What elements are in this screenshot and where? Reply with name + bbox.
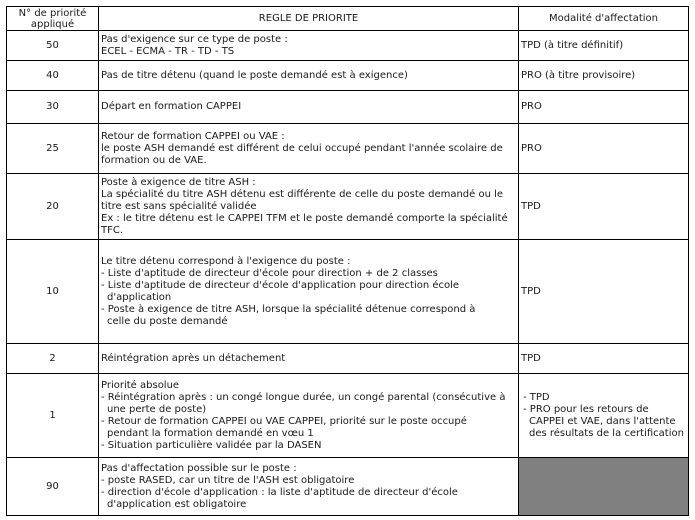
rule-cell xyxy=(99,240,519,344)
rule-cell xyxy=(99,124,519,174)
rule-line: formation ou de VAE. xyxy=(101,154,207,166)
rule-line: Ex : le titre détenu est le CAPPEI TFM et le poste demandé comporte la spécialité xyxy=(101,212,508,224)
rule-line: Pas d'affectation possible sur le poste : xyxy=(101,462,297,474)
rule-line: TFC. xyxy=(101,224,124,236)
rule-line: - Retour de formation CAPPEI ou VAE CAPPEI, priorité sur le poste occupé xyxy=(101,415,467,427)
rule-line: Départ en formation CAPPEI xyxy=(101,101,242,112)
priority-cell: 2 xyxy=(7,344,99,374)
rule-line: - Liste d'aptitude de directeur d'école d'application pour direction école xyxy=(101,279,460,291)
rule-cell xyxy=(99,174,519,240)
priority-cell: 90 xyxy=(7,458,99,516)
rule-cell xyxy=(99,344,519,374)
rule-line: Priorité absolue xyxy=(101,379,180,391)
rule-line: Le titre détenu correspond à l'exigence du poste : xyxy=(101,255,351,267)
table-row xyxy=(7,240,689,344)
rule-line: - Situation particulière validée par la DASEN xyxy=(101,439,322,451)
rule-line: ECEL - ECMA - TR - TD - TS xyxy=(101,45,235,57)
priority-rules-table xyxy=(6,6,689,516)
modality-cell-empty xyxy=(519,458,689,516)
modality-cell xyxy=(519,344,689,374)
rule-line: Réintégration après un détachement xyxy=(101,352,286,364)
priority-cell: 20 xyxy=(7,174,99,240)
modality-cell xyxy=(519,61,689,91)
priority-cell: 10 xyxy=(7,240,99,344)
rule-cell xyxy=(99,374,519,458)
rule-cell xyxy=(99,91,519,124)
rule-line: - poste RASED, car un titre de l'ASH est obligatoire xyxy=(101,474,355,486)
modality-line: - TPD xyxy=(523,391,550,403)
table-row xyxy=(7,374,689,458)
modality-line: TPD xyxy=(521,200,541,212)
table-row xyxy=(7,61,689,91)
rule-line: celle du poste demandé xyxy=(107,315,228,327)
rule-line: pendant la formation demandé en vœu 1 xyxy=(107,427,314,439)
modality-line: PRO xyxy=(521,101,542,112)
modality-line: PRO (à titre provisoire) xyxy=(521,69,636,81)
rule-line: d'application xyxy=(107,291,172,303)
modality-cell xyxy=(519,374,689,458)
rule-line: - direction d'école d'application : la liste d'aptitude de directeur d'école xyxy=(101,486,458,498)
rule-line: Pas d'exigence sur ce type de poste : xyxy=(101,33,288,45)
rule-line: d'application est obligatoire xyxy=(107,498,247,510)
table-header-row xyxy=(7,7,689,31)
modality-line: TPD xyxy=(521,352,541,364)
modality-line: TPD xyxy=(521,285,541,297)
table-row xyxy=(7,31,689,61)
table-row xyxy=(7,124,689,174)
rule-line: Retour de formation CAPPEI ou VAE : xyxy=(101,130,285,142)
priority-cell: 1 xyxy=(7,374,99,458)
table-row xyxy=(7,91,689,124)
rule-line: le poste ASH demandé est différent de celui occupé pendant l'année scolaire de xyxy=(101,142,503,154)
document xyxy=(6,6,689,516)
priority-cell: 25 xyxy=(7,124,99,174)
modality-cell xyxy=(519,31,689,61)
modality-cell xyxy=(519,91,689,124)
modality-cell xyxy=(519,240,689,344)
modality-cell xyxy=(519,124,689,174)
rule-cell xyxy=(99,458,519,516)
rule-line: La spécialité du titre ASH détenu est différente de celle du poste demandé ou le xyxy=(101,188,504,200)
modality-cell xyxy=(519,174,689,240)
table-row xyxy=(7,344,689,374)
rule-line: Pas de titre détenu (quand le poste demandé est à exigence) xyxy=(101,69,408,81)
modality-line: - PRO pour les retours de xyxy=(523,403,649,415)
table-row xyxy=(7,458,689,516)
rule-line: Poste à exigence de titre ASH : xyxy=(101,176,256,188)
rule-line: une perte de poste) xyxy=(107,403,207,415)
modality-line: des résultats de la certification xyxy=(529,427,684,439)
header-rule: REGLE DE PRIORITE xyxy=(99,7,519,31)
rule-cell xyxy=(99,31,519,61)
header-priority: N° de priorité appliqué xyxy=(7,7,99,31)
modality-line: PRO xyxy=(521,142,542,154)
rule-line: titre est sans spécialité validée xyxy=(101,200,257,212)
rule-line: - Poste à exigence de titre ASH, lorsque la spécialité détenue correspond à xyxy=(101,303,476,315)
priority-cell: 50 xyxy=(7,31,99,61)
table-row xyxy=(7,174,689,240)
rule-line: - Liste d'aptitude de directeur d'école pour direction + de 2 classes xyxy=(101,267,438,279)
modality-line: TPD (à titre définitif) xyxy=(521,39,624,51)
rule-cell xyxy=(99,61,519,91)
priority-cell: 30 xyxy=(7,91,99,124)
priority-cell: 40 xyxy=(7,61,99,91)
rule-line: - Réintégration après : un congé longue durée, un congé parental (consécutive à xyxy=(101,391,506,403)
header-modality: Modalité d'affectation xyxy=(519,7,689,31)
modality-line: CAPPEI et VAE, dans l'attente xyxy=(529,415,676,427)
